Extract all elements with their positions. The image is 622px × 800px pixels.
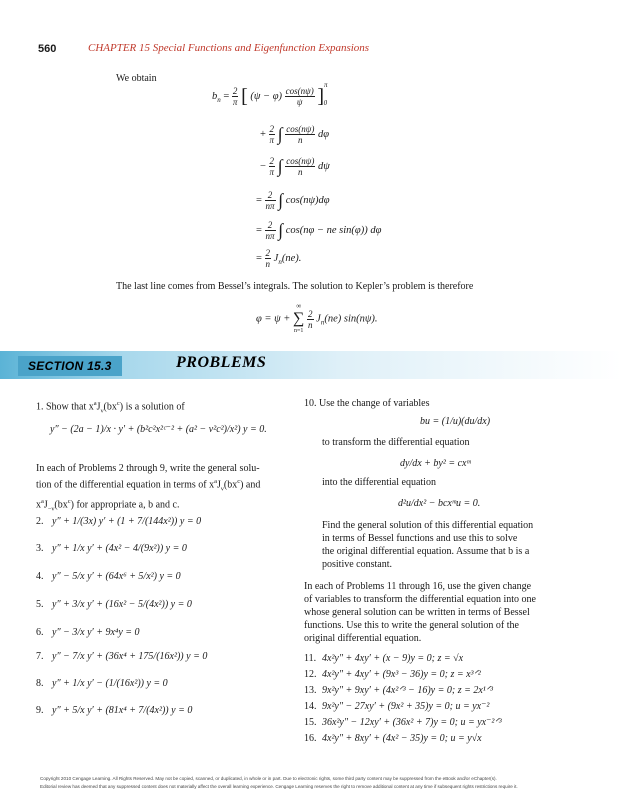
footer-line-2: Editorial review has deemed that any suppressed content does not materially affect the overall learning experience. Cengage Learning reserves the right to remove additional content at any time if subsequent rights restrictions require it. (40, 784, 518, 789)
l2-num: cos(nψ) (286, 124, 315, 134)
integral-sign: ∫ (277, 156, 283, 176)
l3-den: n (298, 167, 303, 177)
problem-equation: y″ − 5/x y′ + (64x⁶ + 5/x²) y = 0 (52, 571, 181, 582)
left-problem-item (36, 705, 192, 716)
bracket-term: (ψ − φ) (250, 90, 283, 102)
left-problem-item (36, 571, 181, 582)
right-problem-item (304, 733, 482, 744)
problem-10-body: Find the general solution of this differential equation in terms of Bessel functions and use this to solve the original differential equation. Assume that b is a positive constant. (322, 520, 534, 570)
problem-equation: 4x²y″ + 4xy′ + (x − 9)y = 0; z = √x (322, 653, 464, 664)
derivation-line-4: = $\frac{2}{n\pi}$ ∫ cos(nψ)dφ (256, 190, 330, 211)
left-problem-item (36, 543, 187, 554)
problem-10-text-c: into the differential equation (322, 477, 436, 488)
problem-10-eq2: dy/dx + by² = cxᵐ (400, 458, 471, 469)
problem-equation: 36x²y″ − 12xy′ + (36x² + 7)y = 0; u = yx⁻²ᐟ³ (322, 717, 502, 728)
sum-icon: ∑ (293, 310, 305, 327)
derivation-line-1: $b_n$ = $\frac{2}{\pi}$ [ (ψ − φ) $\frac{\cos(n\psi)}{\psi}$ ]$^\pi_0$ (212, 80, 328, 108)
problem-number: 15. (304, 717, 317, 728)
section-title: PROBLEMS (176, 354, 267, 371)
frac-num: 2 (232, 86, 238, 96)
left-problem-item (36, 599, 192, 610)
solution-lhs: φ = ψ + (256, 313, 291, 325)
problem-number: 7. (36, 651, 44, 662)
cos-num: cos(nψ) (285, 86, 314, 96)
left-problem-item (36, 516, 201, 527)
right-problem-item (304, 701, 489, 712)
right-problem-item (304, 685, 493, 696)
problem-number: 6. (36, 627, 44, 638)
problem-1: 1. Show that $x^aJ_\nu(bx^c)$ is a solution of (36, 400, 185, 415)
kepler-solution: φ = ψ + ∞ ∑ n=1 $\frac{2}{n}$ $J_n(ne)$ sin(nψ). (256, 302, 378, 334)
frac-den: π (232, 97, 238, 107)
running-head: CHAPTER 15 Special Functions and Eigenfunction Expansions (88, 42, 370, 54)
problem-equation: y″ + 1/(3x) y′ + (1 + 7/(144x²)) y = 0 (52, 516, 202, 527)
sum-upper: ∞ (296, 302, 302, 310)
problems-11-16-intro: In each of Problems 11 through 16, use the given change of variables to transform the differential equation into one whose general solution can be written in terms of Bessel functions. Use this to write the general solution of the original differential equation. (304, 581, 536, 644)
problem-equation: 4x²y″ + 4xy′ + (9x³ − 36)y = 0; z = x³ᐟ² (322, 669, 481, 680)
l2-den: n (298, 135, 303, 145)
problem-number: 13. (304, 685, 317, 696)
derivation-line-5: = $\frac{2}{n\pi}$ ∫ cos(nφ − ne sin(φ)) dφ (256, 220, 382, 241)
bessel-arg: (ne). (281, 252, 302, 264)
integral-sign: ∫ (277, 124, 283, 144)
bn-symbol: b (212, 90, 218, 102)
derivation-intro: We obtain (116, 73, 157, 84)
problem-number: 5. (36, 599, 44, 610)
problem-10-eq3: d²u/dx² − bcxᵐu = 0. (398, 498, 481, 509)
sum-lower: n=1 (294, 328, 304, 334)
problem-equation: y″ + 5/x y′ + (81x⁴ + 7/(4x²)) y = 0 (52, 705, 193, 716)
integral-sign: ∫ (278, 190, 284, 210)
problem-equation: y″ + 1/x y′ + (4x² − 4/(9x²)) y = 0 (52, 543, 187, 554)
problem-10: 10. Use the change of variables (304, 398, 430, 409)
problem-equation: y″ − 3/x y′ + 9x⁴y = 0 (52, 627, 140, 638)
problem-equation: 9x²y″ + 9xy′ + (4x²ᐟ³ − 16)y = 0; z = 2x¹ᐟ³ (322, 685, 494, 696)
cos-den: ψ (296, 97, 303, 107)
l3-num: cos(nψ) (286, 156, 315, 166)
left-problem-item (36, 651, 207, 662)
problem-equation: y″ − 7/x y′ + (36x⁴ + 175/(16x²)) y = 0 (52, 651, 208, 662)
problem-equation: y″ + 3/x y′ + (16x² − 5/(4x²)) y = 0 (52, 599, 192, 610)
right-problem-item (304, 653, 463, 664)
upper-limit: π (324, 80, 328, 89)
bessel-j: J (273, 252, 279, 264)
problem-number: 2. (36, 516, 44, 527)
derivation-line-2: + $\frac{2}{\pi}$ ∫ $\frac{\cos(n\psi)}{n}$ dφ (260, 124, 330, 145)
right-problem-item (304, 669, 481, 680)
problem-number: 12. (304, 669, 317, 680)
l4-den: nπ (265, 201, 275, 211)
problem-1-equation: y″ − (2a − 1)/x · y′ + (b²c²x²ᶜ⁻² + (a² − ν²c²)/x²) y = 0. (50, 424, 267, 435)
lower-limit: 0 (323, 98, 328, 107)
section-label: SECTION 15.3 (18, 356, 122, 376)
l3-diff: dψ (317, 160, 330, 172)
footer-line-1: Copyright 2010 Cengage Learning. All Rights Reserved. May not be copied, scanned, or duplicated, in whole or in part. Due to electronic rights, some third party content may be suppressed from the eBook and/or eChapter(s). (40, 776, 497, 781)
problem-number: 14. (304, 701, 317, 712)
problem-number: 8. (36, 678, 44, 689)
problem-number: 11. (304, 653, 317, 664)
problem-number: 16. (304, 733, 317, 744)
derivation-outro: The last line comes from Bessel’s integrals. The solution to Kepler’s problem is therefore (116, 281, 474, 292)
derivation-line-3: − $\frac{2}{\pi}$ ∫ $\frac{\cos(n\psi)}{n}$ dψ (260, 156, 330, 177)
integral-sign: ∫ (278, 220, 284, 240)
problem-equation: 9x²y″ − 27xy′ + (9x² + 35)y = 0; u = yx⁻² (322, 701, 490, 712)
problem-10-text-b: to transform the differential equation (322, 437, 470, 448)
sol-arg: (ne) sin(nψ). (324, 313, 378, 325)
l2-diff: dφ (317, 128, 330, 140)
left-problem-item (36, 627, 140, 638)
l5-body: cos(nφ − ne sin(φ)) dφ (285, 224, 382, 236)
problem-10-eq1: bu = (1/u)(du/dx) (420, 416, 491, 427)
sol-sub: n (320, 318, 325, 327)
l4-body: cos(nψ)dφ (285, 194, 330, 206)
left-problem-item (36, 678, 168, 689)
bn-subscript: n (217, 96, 221, 104)
page-number: 560 (38, 43, 57, 55)
problem-number: 3. (36, 543, 44, 554)
derivation-line-6: = $\frac{2}{n}$ $J_n(ne)$. (256, 248, 302, 269)
problems-2-9-intro: In each of Problems 2 through 9, write the general solu- tion of the differential equation in terms of $x^aJ_\nu(bx^c)$ and $x^aJ_{-\nu}(bx^c)$ for appropriate a, b and c. (36, 463, 261, 513)
right-problem-item (304, 717, 502, 728)
problem-equation: 4x²y″ + 8xy′ + (4x² − 35)y = 0; u = y√x (322, 733, 482, 744)
bessel-sub: n (278, 258, 282, 266)
problem-number: 9. (36, 705, 44, 716)
problem-equation: y″ + 1/x y′ − (1/(16x²)) y = 0 (52, 678, 168, 689)
problem-number: 4. (36, 571, 44, 582)
sol-j: J (316, 313, 321, 325)
